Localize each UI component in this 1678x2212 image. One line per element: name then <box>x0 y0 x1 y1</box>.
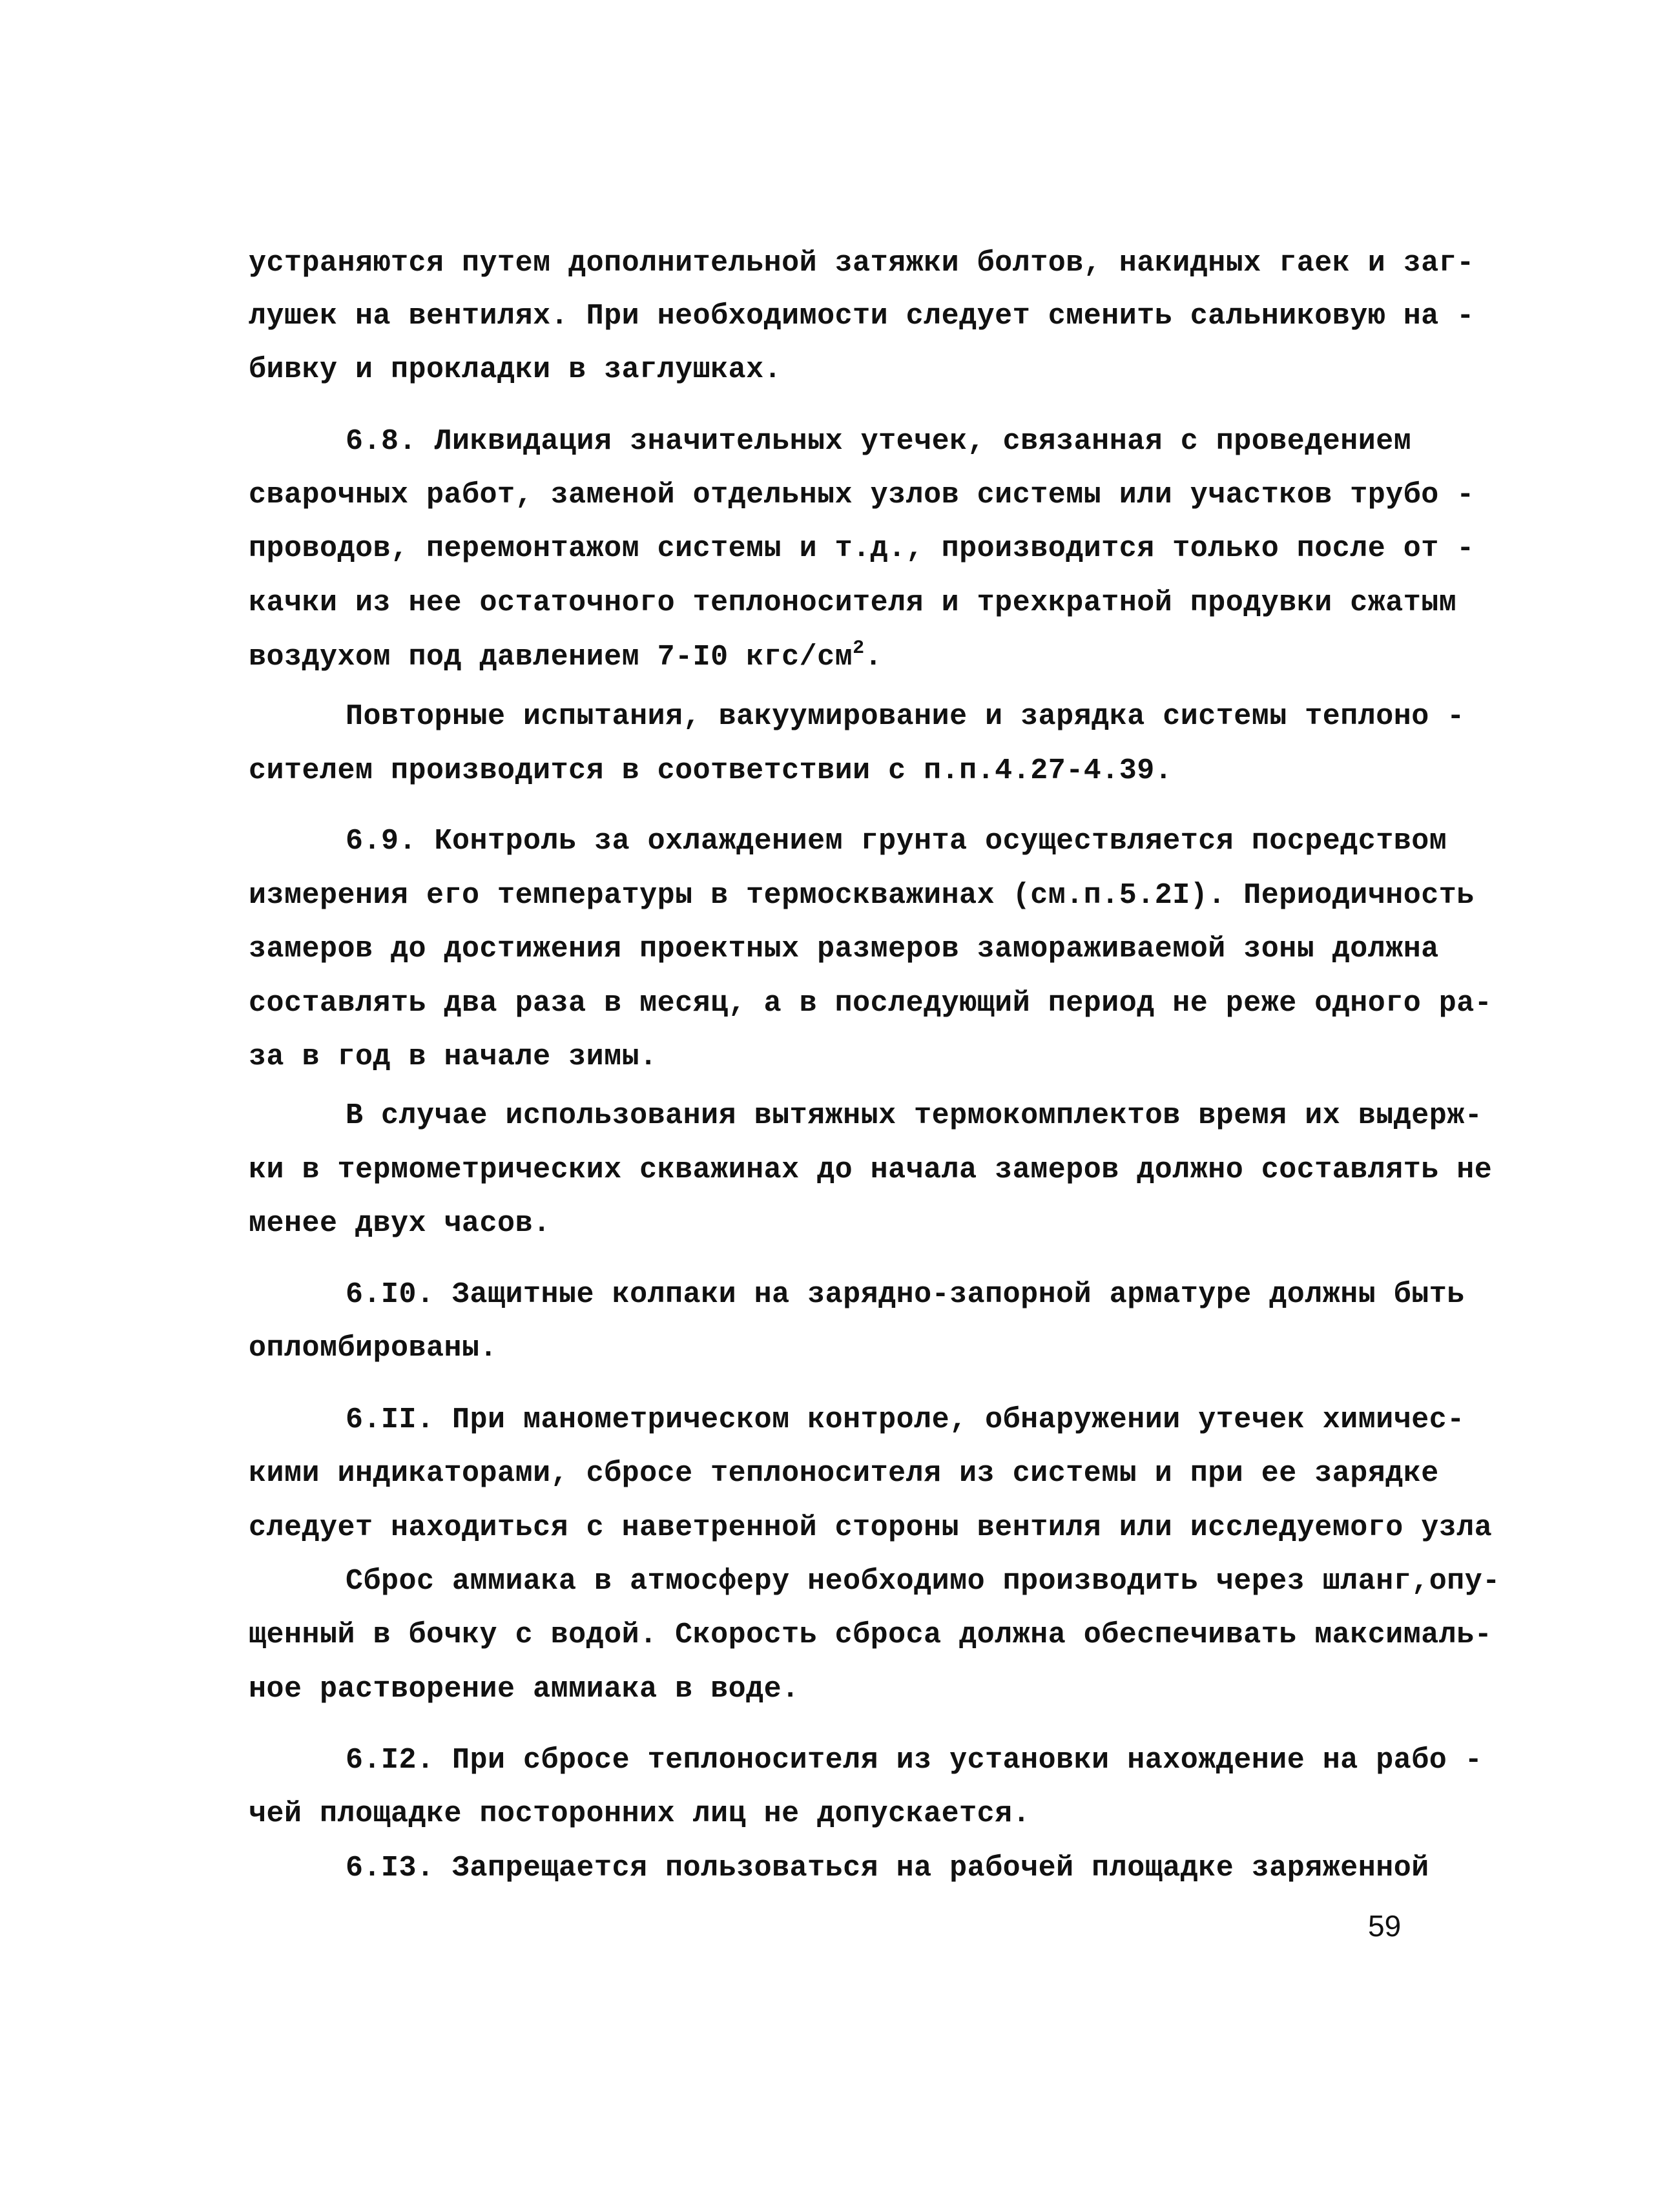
text-line: лушек на вентилях. При необходимости следует сменить сальниковую на - <box>249 300 1475 333</box>
page-number: 59 <box>1368 1909 1402 1943</box>
paragraph-thermo-kits: В случае использования вытяжных термокомплектов время их выдерж- <box>346 1099 1483 1132</box>
text-line: сителем производится в соответствии с п.п.4.27-4.39. <box>249 754 1173 787</box>
text-line: составлять два раза в месяц, а в последующий период не реже одного ра- <box>249 987 1493 1020</box>
text-line: за в год в начале зимы. <box>249 1040 658 1073</box>
text-line: сварочных работ, заменой отдельных узлов системы или участков трубо - <box>249 479 1475 512</box>
text-line: ки в термометрических скважинах до начала замеров должно составлять не <box>249 1153 1493 1186</box>
text-line: менее двух часов. <box>249 1207 551 1240</box>
text-line: бивку и прокладки в заглушках. <box>249 353 782 386</box>
text-line: следует находиться с наветренной стороны вентиля или исследуемого узла <box>249 1511 1493 1544</box>
text-line: кими индикаторами, сбросе теплоносителя из системы и при ее зарядке <box>249 1457 1439 1490</box>
text-line: проводов, перемонтажом системы и т.д., производится только после от - <box>249 532 1475 565</box>
paragraph-6-9-start: 6.9. Контроль за охлаждением грунта осуществляется посредством <box>346 825 1447 858</box>
paragraph-6-11-start: 6.II. При манометрическом контроле, обнаружении утечек химичес- <box>346 1403 1465 1436</box>
paragraph-repeat-tests: Повторные испытания, вакуумирование и зарядка системы теплоно - <box>346 700 1465 733</box>
paragraph-6-13-start: 6.I3. Запрещается пользоваться на рабочей площадке заряженной <box>346 1852 1429 1885</box>
pressure-line <box>249 638 1437 677</box>
line-end: . <box>864 641 883 674</box>
paragraph-6-10-start: 6.I0. Защитные колпаки на зарядно-запорной арматуре должны быть <box>346 1278 1465 1311</box>
paragraph-6-12-start: 6.I2. При сбросе теплоносителя из установки нахождение на рабо - <box>346 1744 1483 1777</box>
paragraph-ammonia-release: Сброс аммиака в атмосферу необходимо производить через шланг,опу- <box>346 1565 1500 1598</box>
text-line: устраняются путем дополнительной затяжки болтов, накидных гаек и заг- <box>249 247 1475 280</box>
text-line: измерения его температуры в термоскважинах (см.п.5.2I). Периодичность <box>249 879 1475 912</box>
superscript: 2 <box>853 637 865 659</box>
text-line: чей площадке посторонних лиц не допускается. <box>249 1797 1031 1830</box>
text-line: замеров до достижения проектных размеров замораживаемой зоны должна <box>249 933 1439 966</box>
text-line: ное растворение аммиака в воде. <box>249 1673 800 1706</box>
paragraph-6-8-start: 6.8. Ликвидация значительных утечек, связанная с проведением <box>346 425 1412 458</box>
text-line: щенный в бочку с водой. Скорость сброса должна обеспечивать максималь- <box>249 1618 1493 1651</box>
text-line: опломбированы. <box>249 1332 498 1365</box>
text-line: качки из нее остаточного теплоносителя и трехкратной продувки сжатым <box>249 586 1457 619</box>
pressure-text: воздухом под давлением 7-I0 кгс/см <box>249 641 853 674</box>
